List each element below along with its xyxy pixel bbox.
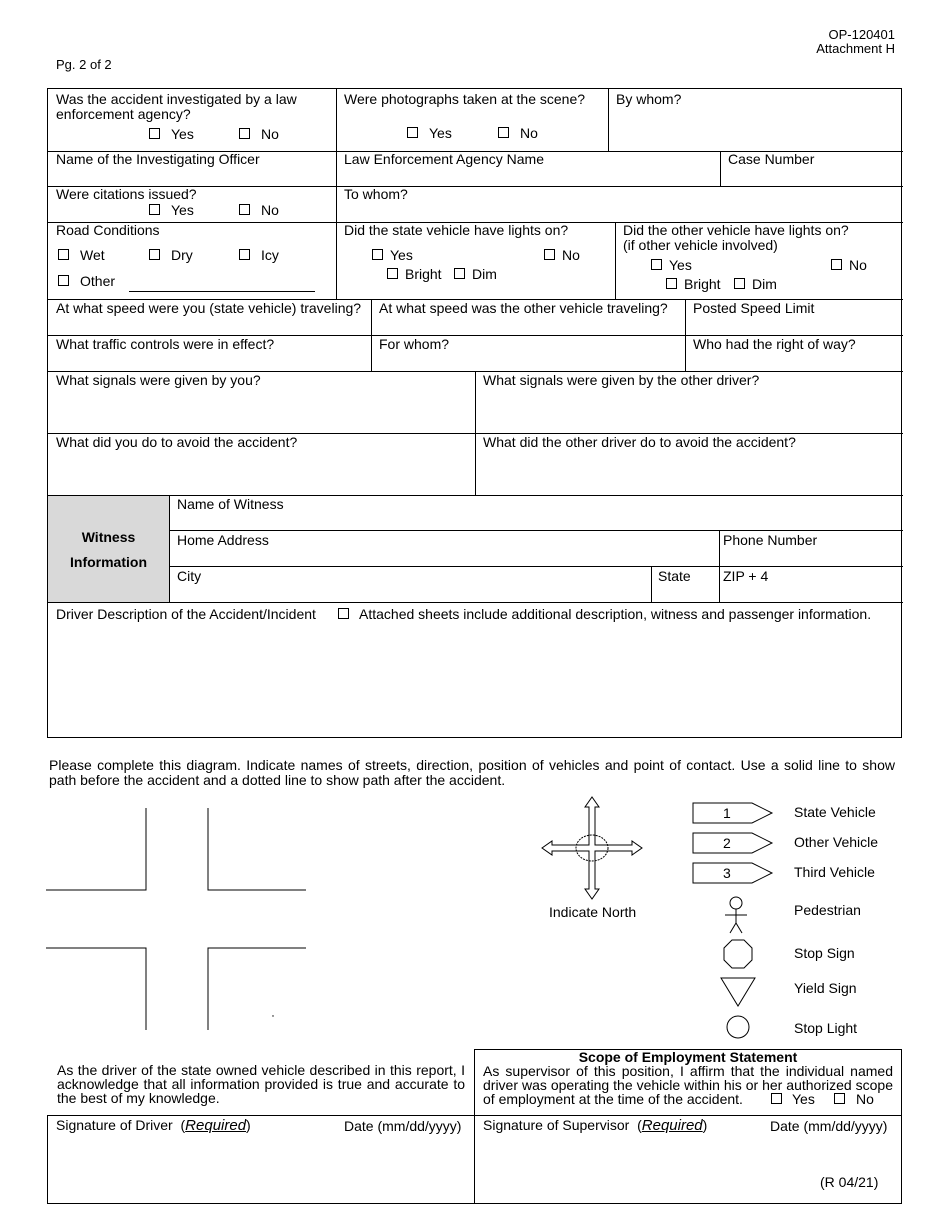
divider (48, 602, 903, 603)
divider (608, 89, 609, 151)
witness-state-field[interactable]: State (658, 568, 691, 584)
witness-address-field[interactable]: Home Address (177, 532, 269, 548)
vehicle-3-number: 3 (723, 865, 731, 881)
citations-yes-checkbox[interactable] (149, 204, 160, 215)
divider (615, 222, 616, 299)
stop-sign-icon (724, 940, 752, 968)
other-vehicle-label: Other Vehicle (794, 834, 879, 850)
divider (720, 151, 721, 186)
yes-label: Yes (669, 257, 692, 273)
scope-text: As supervisor of this position, I affirm that the individual named driver was operating the vehicle within his or her authorized scope of employment at the time of the accident. (483, 1063, 893, 1107)
divider (685, 299, 686, 371)
citations-no-checkbox[interactable] (239, 204, 250, 215)
investigated-no-checkbox[interactable] (239, 128, 250, 139)
no-label: No (520, 125, 538, 141)
other-lights-no-checkbox[interactable] (831, 259, 842, 270)
state-lights-no-checkbox[interactable] (544, 249, 555, 260)
state-bright-checkbox[interactable] (387, 268, 398, 279)
corner-bottom-right (208, 948, 306, 1030)
investigated-yes-checkbox[interactable] (149, 128, 160, 139)
legend-symbols (715, 893, 763, 1043)
wet-label: Wet (80, 247, 105, 263)
signals-you-field[interactable]: What signals were given by you? (56, 372, 261, 388)
other-label: Other (80, 273, 116, 289)
agency-name-field[interactable]: Law Enforcement Agency Name (344, 151, 544, 167)
no-label: No (562, 247, 580, 263)
state-vehicle-label: State Vehicle (794, 804, 876, 820)
driver-acknowledgement: As the driver of the state owned vehicle described in this report, I acknowledge that all information provided is true and accurate to the best of my knowledge. (57, 1062, 465, 1106)
required-label: Required (641, 1117, 703, 1134)
supervisor-signature-field[interactable]: Signature of Supervisor (Required) (483, 1117, 708, 1134)
state-lights-question: Did the state vehicle have lights on? (344, 222, 569, 238)
attachment-label: Attachment H (816, 41, 895, 56)
revision-label: (R 04/21) (820, 1174, 879, 1190)
form-id: OP-120401 (828, 27, 895, 42)
third-vehicle-label: Third Vehicle (794, 864, 875, 880)
yield-sign-label: Yield Sign (794, 980, 857, 996)
pedestrian-icon (725, 897, 747, 933)
dry-checkbox[interactable] (149, 249, 160, 260)
other-dim-checkbox[interactable] (734, 278, 745, 289)
traffic-controls-field[interactable]: What traffic controls were in effect? (56, 336, 275, 352)
scope-no-checkbox[interactable] (834, 1093, 845, 1104)
scope-yes-checkbox[interactable] (771, 1093, 782, 1104)
divider (474, 1115, 475, 1204)
vehicle-1-arrow-icon (693, 803, 772, 823)
required-label: Required (185, 1117, 247, 1134)
state-dim-checkbox[interactable] (454, 268, 465, 279)
wet-checkbox[interactable] (58, 249, 69, 260)
corner-bottom-left (46, 948, 146, 1030)
divider (169, 530, 903, 531)
diagram-instructions: Please complete this diagram. Indicate names of streets, direction, position of vehicles and point of contact. Use a solid line to show path before the accident and a dotted line to show path after the accident. (49, 757, 895, 788)
pedestrian-label: Pedestrian (794, 902, 861, 918)
road-conditions-label: Road Conditions (56, 222, 160, 238)
icy-checkbox[interactable] (239, 249, 250, 260)
north-compass-icon[interactable] (538, 795, 648, 903)
other-condition-checkbox[interactable] (58, 275, 69, 286)
indicate-north-label: Indicate North (549, 904, 637, 920)
avoid-other-field[interactable]: What did the other driver do to avoid the accident? (483, 434, 796, 450)
driver-signature-field[interactable]: Signature of Driver (Required) (56, 1117, 251, 1134)
divider (169, 495, 170, 602)
divider (475, 371, 476, 495)
bright-label: Bright (684, 276, 721, 292)
state-lights-yes-checkbox[interactable] (372, 249, 383, 260)
dot-mark (272, 1015, 273, 1016)
witness-city-field[interactable]: City (177, 568, 202, 584)
yield-sign-icon (721, 978, 755, 1006)
divider (47, 1115, 48, 1204)
yes-label: Yes (171, 202, 194, 218)
citations-question: Were citations issued? (56, 186, 197, 202)
avoid-you-field[interactable]: What did you do to avoid the accident? (56, 434, 298, 450)
stop-light-icon (727, 1016, 749, 1038)
bright-label: Bright (405, 266, 442, 282)
state-speed-field[interactable]: At what speed were you (state vehicle) traveling? (56, 300, 362, 316)
other-lights-question: Did the other vehicle have lights on? (if other vehicle involved) (623, 222, 849, 253)
other-condition-line[interactable] (129, 291, 315, 292)
vehicle-3-arrow-icon (693, 863, 772, 883)
icy-label: Icy (261, 247, 279, 263)
dry-label: Dry (171, 247, 193, 263)
case-number-field[interactable]: Case Number (728, 151, 815, 167)
scope-title: Scope of Employment Statement (578, 1049, 798, 1065)
divider (169, 566, 903, 567)
no-label: No (261, 126, 279, 142)
to-whom-field[interactable]: To whom? (344, 186, 408, 202)
dim-label: Dim (472, 266, 497, 282)
supervisor-date-field[interactable]: Date (mm/dd/yyyy) (770, 1118, 888, 1134)
witness-phone-field[interactable]: Phone Number (723, 532, 818, 548)
divider (336, 89, 337, 299)
intersection-diagram[interactable] (40, 800, 320, 1040)
for-whom-field[interactable]: For whom? (379, 336, 450, 352)
photos-no-checkbox[interactable] (498, 127, 509, 138)
stop-sign-label: Stop Sign (794, 945, 855, 961)
investigating-officer-field[interactable]: Name of the Investigating Officer (56, 151, 260, 167)
yes-label: Yes (792, 1091, 815, 1107)
divider (651, 566, 652, 602)
witness-name-field[interactable]: Name of Witness (177, 496, 284, 512)
driver-description-field[interactable]: Driver Description of the Accident/Incident (56, 606, 316, 622)
dim-label: Dim (752, 276, 777, 292)
page-number: Pg. 2 of 2 (56, 57, 112, 72)
vehicle-2-arrow-icon (693, 833, 772, 853)
by-whom-field[interactable]: By whom? (616, 91, 682, 107)
stop-light-label: Stop Light (794, 1020, 858, 1036)
corner-top-right (208, 808, 306, 890)
attached-sheets-label: Attached sheets include additional description, witness and passenger information. (359, 606, 872, 622)
vehicle-2-number: 2 (723, 835, 731, 851)
other-speed-field[interactable]: At what speed was the other vehicle traveling? (379, 300, 668, 316)
other-lights-yes-checkbox[interactable] (651, 259, 662, 270)
no-label: No (261, 202, 279, 218)
other-bright-checkbox[interactable] (666, 278, 677, 289)
vehicle-arrows (690, 800, 780, 890)
signals-other-field[interactable]: What signals were given by the other driver? (483, 372, 760, 388)
no-label: No (849, 257, 867, 273)
divider (371, 299, 372, 371)
photos-question: Were photographs taken at the scene? (344, 91, 586, 107)
vehicle-1-number: 1 (723, 805, 731, 821)
witness-zip-field[interactable]: ZIP + 4 (723, 568, 769, 584)
investigated-question: Was the accident investigated by a law enforcement agency? (56, 91, 297, 122)
accident-form (47, 88, 902, 738)
photos-yes-checkbox[interactable] (407, 127, 418, 138)
corner-top-left (46, 808, 146, 890)
right-of-way-field[interactable]: Who had the right of way? (693, 336, 856, 352)
attached-sheets-checkbox[interactable] (338, 608, 349, 619)
no-label: No (856, 1091, 874, 1107)
yes-label: Yes (429, 125, 452, 141)
form-header (816, 28, 895, 56)
divider (719, 530, 720, 602)
yes-label: Yes (171, 126, 194, 142)
yes-label: Yes (390, 247, 413, 263)
witness-title: Witness Information (70, 529, 147, 570)
driver-date-field[interactable]: Date (mm/dd/yyyy) (344, 1118, 462, 1134)
posted-speed-field[interactable]: Posted Speed Limit (693, 300, 815, 316)
